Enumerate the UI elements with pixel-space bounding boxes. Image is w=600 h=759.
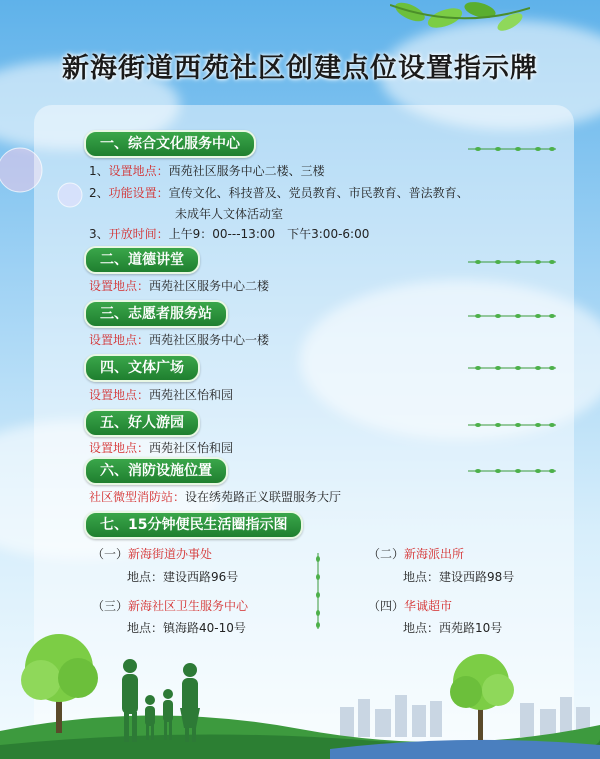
place-supermarket: （四）华诚超市 [368, 599, 453, 613]
vertical-vine-divider-icon [313, 553, 323, 629]
vine-divider-icon [468, 312, 556, 320]
fire-station-location: 社区微型消防站：设在绣苑路正义联盟服务大厅 [89, 490, 342, 504]
sports-plaza-location: 设置地点：西苑社区怡和园 [89, 388, 234, 402]
section-heading-moral-hall: 二、道德讲堂 [84, 246, 200, 274]
vine-divider-icon [468, 364, 556, 372]
section-heading-fire-facilities: 六、消防设施位置 [84, 457, 228, 485]
page-title: 新海街道西苑社区创建点位设置指示牌 [62, 53, 538, 84]
volunteer-station-location: 设置地点：西苑社区服务中心一楼 [89, 333, 270, 347]
place-health-center-address: 地点：镇海路40-10号 [127, 621, 246, 635]
vine-divider-icon [468, 145, 556, 153]
vine-divider-icon [468, 467, 556, 475]
vine-divider-icon [468, 421, 556, 429]
place-police-station: （二）新海派出所 [368, 547, 465, 561]
cultural-function-row-continued: 未成年人文体活动室 [175, 207, 284, 221]
cultural-function-row: 2、功能设置：宣传文化、科技普及、党员教育、市民教育、普法教育、 [89, 186, 469, 200]
family-silhouette-icon [112, 658, 212, 748]
tree-icon [16, 628, 106, 738]
cultural-hours-row: 3、开放时间：上午9：00---13:00 下午3:00-6:00 [89, 227, 370, 241]
place-health-center: （三）新海社区卫生服务中心 [92, 599, 249, 613]
section-heading-sports-plaza: 四、文体广场 [84, 354, 200, 382]
cultural-location-row: 1、设置地点：西苑社区服务中心二楼、三楼 [89, 164, 325, 178]
tree-icon [446, 650, 516, 745]
place-police-station-address: 地点：建设西路98号 [403, 570, 515, 584]
good-people-garden-location: 设置地点：西苑社区怡和园 [89, 441, 234, 455]
section-heading-cultural-center: 一、综合文化服务中心 [84, 130, 256, 158]
place-subdistrict-office-address: 地点：建设西路96号 [127, 570, 239, 584]
leaves-decoration [390, 0, 530, 45]
place-subdistrict-office: （一）新海街道办事处 [92, 547, 213, 561]
place-supermarket-address: 地点：西苑路10号 [403, 621, 503, 635]
section-heading-good-people-garden: 五、好人游园 [84, 409, 200, 437]
section-heading-volunteer-station: 三、志愿者服务站 [84, 300, 228, 328]
section-heading-15-minute-circle: 七、15分钟便民生活圈指示图 [84, 511, 303, 539]
moral-hall-location: 设置地点：西苑社区服务中心二楼 [89, 279, 270, 293]
vine-divider-icon [468, 258, 556, 266]
